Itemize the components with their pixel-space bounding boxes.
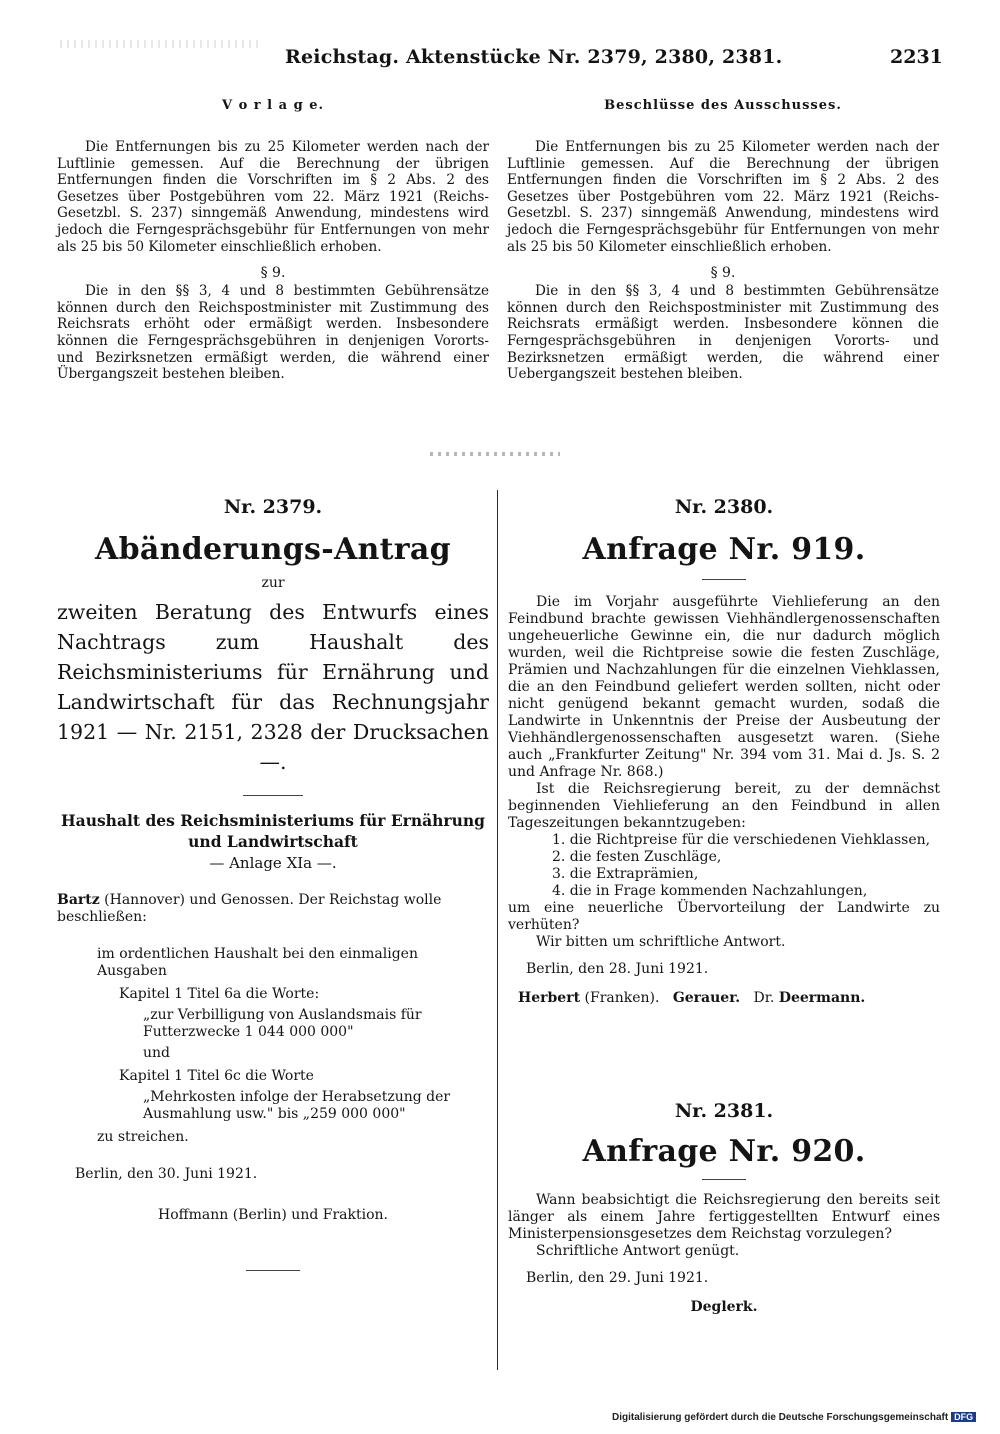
doc-2379-kapitel-2: Kapitel 1 Titel 6c die Worte <box>119 1068 314 1084</box>
doc-2379-intro: (Hannover) und Genossen. Der Reichstag wolle beschließen: <box>57 892 442 925</box>
doc-2380-body <box>508 594 940 1007</box>
doc-2381-paragraph-1: Wann beabsichtigt die Reichsregierung den bereits seit länger als einem Jahre fertiggestellten Entwurf eines Ministerpensionsgesetzes dem Reichstag vorzulegen? <box>508 1192 940 1242</box>
page-number: 2231 <box>890 46 943 68</box>
doc-2380-paragraph-3: um eine neuerliche Übervorteilung der Landwirte zu verhüten? <box>508 900 940 933</box>
dfg-logo: DFG <box>951 1412 976 1422</box>
short-rule <box>702 1179 746 1180</box>
doc-2379-signature: Hoffmann (Berlin) und Fraktion. <box>158 1207 388 1223</box>
doc-2379-body <box>57 892 489 1224</box>
short-rule <box>702 579 746 580</box>
doc-2379-kapitel-1: Kapitel 1 Titel 6a die Worte: <box>119 986 320 1002</box>
footer-text: Digitalisierung gefördert durch die Deutsche Forschungsgemeinschaft <box>612 1412 949 1423</box>
doc-2379-line1: im ordentlichen Haushalt bei den einmaligen Ausgaben <box>97 946 418 979</box>
doc-2379-quote-2: „Mehrkosten infolge der Herabsetzung der Ausmahlung usw." bis „259 000 000" <box>143 1089 451 1122</box>
short-rule <box>246 1270 300 1271</box>
doc-2379-zur: zur <box>261 575 285 591</box>
doc-2380-title: Anfrage Nr. 919. <box>582 532 866 567</box>
doc-2381-paragraph-2: Schriftliche Antwort genügt. <box>536 1243 740 1259</box>
doc-2379-date: Berlin, den 30. Juni 1921. <box>75 1166 258 1182</box>
page-title: Reichstag. Aktenstücke Nr. 2379, 2380, 2381. <box>285 46 783 68</box>
document-2380 <box>508 496 940 1007</box>
doc-2379-quote-1: „zur Verbilligung von Auslandsmais für Futterzwecke 1 044 000 000" <box>143 1007 422 1040</box>
doc-2380-date: Berlin, den 28. Juni 1921. <box>526 961 709 977</box>
doc-2380-signer-1: Herbert <box>518 990 581 1006</box>
vorlage-section-9: § 9. <box>260 265 286 282</box>
doc-2380-signer-3: Deermann. <box>778 990 866 1006</box>
doc-2380-item-2: 2. die festen Zuschläge, <box>552 849 722 865</box>
vorlage-paragraph-1: Die Entfernungen bis zu 25 Kilometer werden nach der Luftlinie gemessen. Auf die Berechnung der übrigen Entfernungen finden die Vorschriften im § 2 Abs. 2 des Gesetzes über Postgebühren vom 22. März 1921 (Reichs-Gesetzbl. S. 237) sinngemäß Anwendung, mindestens wird jedoch die Ferngesprächsgebühr für Entfernungen von mehr als 25 bis 50 Kilometer einschließlich erhoben. <box>57 139 489 255</box>
doc-2380-item-4: 4. die in Frage kommenden Nachzahlungen, <box>552 883 868 899</box>
doc-2381-body <box>508 1192 940 1316</box>
vorlage-column <box>57 98 489 383</box>
doc-2380-item-1: 1. die Richtpreise für die verschiedenen Viehklassen, <box>552 832 931 848</box>
doc-2380-signer-2: Gerauer. <box>672 990 741 1006</box>
doc-2380-signer-1-place: (Franken). <box>580 990 660 1006</box>
doc-2381-number: Nr. 2381. <box>674 1100 774 1122</box>
doc-2380-number: Nr. 2380. <box>674 496 774 518</box>
vorlage-paragraph-2: Die in den §§ 3, 4 und 8 bestimmten Gebührensätze können durch den Reichspostminister mit Zustimmung des Reichsrats erhöht oder ermäßigt werden. Insbesondere können die Ferngesprächsgebühren in denjenigen Vororts- und Bezirksnetzen ermäßigt werden, die während einer Übergangszeit bestehen bleiben. <box>57 283 489 383</box>
section-divider <box>430 452 560 456</box>
beschluesse-paragraph-2: Die in den §§ 3, 4 und 8 bestimmten Gebührensätze können durch den Reichspostminister mit Zustimmung des Reichsrats ermäßigt werden. Insbesondere können die Ferngesprächsgebühren in denjenigen Vororts- und Bezirksnetzen ermäßigt werden, die während einer Uebergangszeit bestehen bleiben. <box>507 283 939 383</box>
doc-2379-mover: Bartz <box>57 892 100 908</box>
doc-2379-title: Abänderungs-Antrag <box>95 532 451 567</box>
doc-2379-anlage: — Anlage XIa —. <box>209 854 337 872</box>
column-rule <box>497 490 498 1370</box>
vorlage-heading: V o r l a g e. <box>221 98 324 113</box>
doc-2381-signature: Deglerk. <box>690 1299 758 1315</box>
document-2381 <box>508 1100 940 1316</box>
doc-2381-date: Berlin, den 29. Juni 1921. <box>526 1270 709 1286</box>
doc-2380-item-3: 3. die Extraprämien, <box>552 866 699 882</box>
beschluesse-column <box>507 98 939 383</box>
doc-2379-number: Nr. 2379. <box>223 496 323 518</box>
doc-2380-signer-3-title: Dr. <box>753 990 779 1006</box>
doc-2379-haushalt: Haushalt des Reichsministeriums für Ernährung und Landwirtschaft <box>61 811 485 851</box>
doc-2380-paragraph-4: Wir bitten um schriftliche Antwort. <box>536 934 786 950</box>
doc-2379-streichen: zu streichen. <box>97 1129 189 1145</box>
doc-2380-paragraph-1: Die im Vorjahr ausgeführte Viehlieferung an den Feindbund brachte gewissen Viehhändlergenossenschaften ungeheuerliche Gewinne ein, die nur dadurch möglich wurden, weil die Richtpreise sowie die festen Zuschläge, Prämien und Nachzahlungen für die einzelnen Viehklassen, die an den Feindbund geliefert werden sollten, nicht oder nicht genügend bekannt gemacht wurden, sodaß die Landwirte in Unkenntnis der Preise der Ausbeutung der Viehhändlergenossenschaften ausgesetzt waren. (Siehe auch „Frankfurter Zeitung" Nr. 394 vom 31. Mai d. Js. S. 2 und Anfrage Nr. 868.) <box>508 594 940 780</box>
doc-2381-title: Anfrage Nr. 920. <box>582 1134 866 1169</box>
footer-credit <box>612 1412 976 1423</box>
document-2379 <box>57 496 489 1271</box>
beschluesse-heading: Beschlüsse des Ausschusses. <box>604 98 842 113</box>
doc-2379-subject: zweiten Beratung des Entwurfs eines Nachtrags zum Haushalt des Reichsministeriums für Ernährung und Landwirtschaft für das Rechnungsjahr 1921 — Nr. 2151, 2328 der Drucksachen —. <box>57 600 489 774</box>
doc-2380-signatures <box>518 990 940 1007</box>
page-header <box>0 44 1000 78</box>
doc-2379-und: und <box>143 1045 170 1061</box>
beschluesse-section-9: § 9. <box>710 265 736 282</box>
short-rule <box>243 795 303 796</box>
doc-2380-paragraph-2: Ist die Reichsregierung bereit, zu der demnächst beginnenden Viehlieferung an den Feindbund in allen Tageszeitungen bekanntzugeben: <box>508 781 940 831</box>
beschluesse-paragraph-1: Die Entfernungen bis zu 25 Kilometer werden nach der Luftlinie gemessen. Auf die Berechnung der übrigen Entfernungen finden die Vorschriften im § 2 Abs. 2 des Gesetzes über Postgebühren vom 22. März 1921 (Reichs-Gesetzbl. S. 237) sinngemäß Anwendung, mindestens wird jedoch die Ferngesprächsgebühr für Entfernungen von mehr als 25 bis 50 Kilometer einschließlich erhoben. <box>507 139 939 255</box>
